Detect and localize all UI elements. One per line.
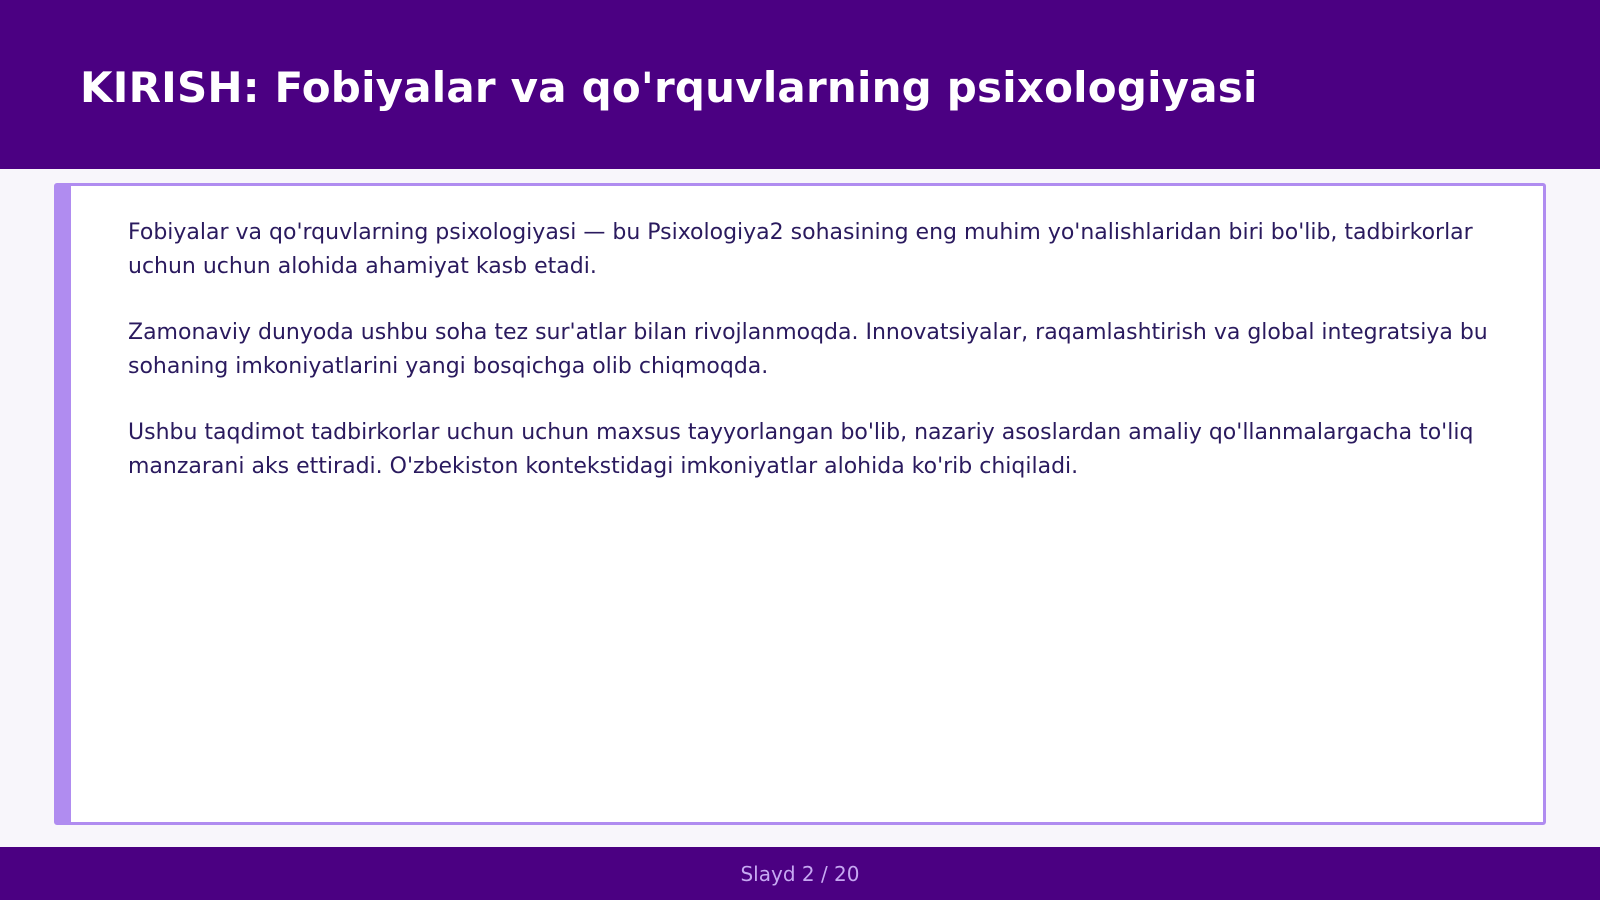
slide-footer [0,847,1600,900]
paragraph-2: Zamonaviy dunyoda ushbu soha tez sur'atlar bilan rivojlanmoqda. Innovatsiyalar, raqamlashtirish va global integratsiya bu sohaning imkoniyatlarini yangi bosqichga olib chiqmoqda. [128,320,1488,379]
paragraph-1: Fobiyalar va qo'rquvlarning psixologiyasi — bu Psixologiya2 sohasining eng muhim yo'nalishlaridan biri bo'lib, tadbirkorlar uchun uchun alohida ahamiyat kasb etadi. [128,220,1473,279]
slide-title: KIRISH: Fobiyalar va qo'rquvlarning psixologiyasi [80,63,1258,112]
slide-header [0,0,1600,169]
content-box [54,183,1546,825]
slide-number: Slayd 2 / 20 [740,862,860,886]
body-text [128,216,1518,516]
paragraph-3: Ushbu taqdimot tadbirkorlar uchun uchun maxsus tayyorlangan bo'lib, nazariy asoslardan amaliy qo'llanmalargacha to'liq manzarani aks ettiradi. O'zbekiston kontekstidagi imkoniyatlar alohida ko'rib chiqiladi. [128,420,1474,479]
